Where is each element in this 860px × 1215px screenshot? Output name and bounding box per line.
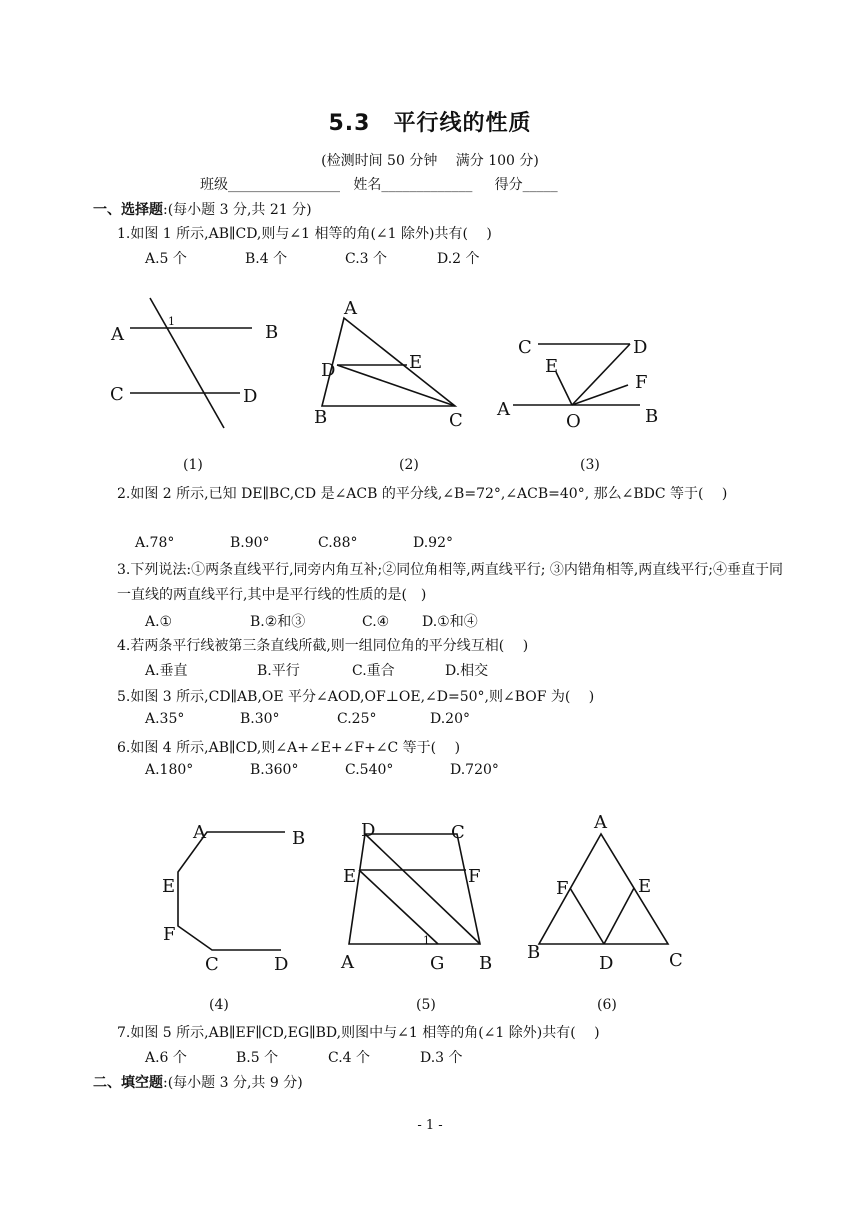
label-c: C bbox=[669, 950, 683, 971]
segment-db bbox=[365, 834, 480, 944]
label-e: E bbox=[162, 876, 176, 897]
question-6: 6.如图 4 所示,AB∥CD,则∠A+∠E+∠F+∠C 等于( ) bbox=[117, 740, 461, 756]
question-4: 4.若两条平行线被第三条直线所截,则一组同位角的平分线互相( ) bbox=[117, 638, 529, 654]
option: C.④ bbox=[362, 614, 390, 630]
question-3: 3.下列说法:①两条直线平行,同旁内角互补;②同位角相等,两直线平行; ③内错角相等,两直线平行;④垂直于同一直线的两直线平行,其中是平行线的性质的是( ) bbox=[117, 562, 784, 603]
label-d: D bbox=[361, 820, 376, 841]
page-title: 5.3 平行线的性质 bbox=[328, 111, 532, 136]
label-f: F bbox=[556, 878, 569, 899]
segment-oe bbox=[556, 372, 572, 405]
label-c: C bbox=[518, 337, 532, 358]
figure-5 bbox=[340, 820, 492, 974]
label-c: C bbox=[205, 954, 219, 975]
question-1-options bbox=[145, 248, 480, 268]
question-1: 1.如图 1 所示,AB∥CD,则与∠1 相等的角(∠1 除外)共有( ) bbox=[117, 226, 492, 242]
option: C.88° bbox=[318, 535, 358, 551]
angle-label-1: 1 bbox=[168, 315, 175, 328]
label-a: A bbox=[193, 822, 206, 843]
option: D.720° bbox=[450, 762, 499, 778]
name-label: 姓名 bbox=[353, 177, 382, 193]
segment-od bbox=[572, 344, 630, 405]
section-heading-choice bbox=[93, 199, 312, 219]
option: D.2 个 bbox=[437, 251, 480, 267]
score-blank: _____ bbox=[522, 177, 558, 193]
segment-dc bbox=[337, 365, 455, 406]
label-f: F bbox=[635, 372, 648, 393]
class-blank: ________________ bbox=[228, 177, 340, 193]
page-number: - 1 - bbox=[417, 1118, 443, 1133]
option: D.相交 bbox=[445, 663, 489, 679]
figure-6 bbox=[527, 812, 683, 974]
figure-6-caption: (6) bbox=[597, 997, 617, 1013]
question-3-options bbox=[145, 611, 478, 631]
option: D.3 个 bbox=[420, 1050, 463, 1066]
label-b: B bbox=[645, 406, 659, 427]
name-blank: _____________ bbox=[381, 177, 473, 193]
label-b: B bbox=[265, 322, 279, 343]
label-f: F bbox=[468, 866, 481, 887]
option: C.重合 bbox=[352, 663, 395, 679]
section-heading-fill bbox=[93, 1072, 303, 1092]
option: A.78° bbox=[135, 535, 175, 551]
option: A.180° bbox=[145, 762, 194, 778]
figure-3-caption: (3) bbox=[580, 457, 600, 473]
section-note: :(每小题 3 分,共 21 分) bbox=[163, 202, 312, 218]
segment-ed bbox=[604, 888, 634, 944]
figure-1 bbox=[110, 298, 278, 428]
option: C.25° bbox=[337, 711, 377, 727]
label-e: E bbox=[343, 866, 357, 887]
figure-3 bbox=[496, 337, 658, 432]
segment-eg bbox=[359, 870, 438, 944]
class-label: 班级 bbox=[200, 177, 228, 193]
label-d: D bbox=[274, 954, 289, 975]
figure-4 bbox=[162, 822, 305, 975]
figure-5-caption: (5) bbox=[416, 997, 436, 1013]
figure-2-caption: (2) bbox=[399, 457, 419, 473]
label-b: B bbox=[479, 953, 493, 974]
question-2-options bbox=[135, 535, 453, 551]
figures-row-1 bbox=[0, 290, 860, 440]
option: B.90° bbox=[230, 535, 270, 551]
option: B.5 个 bbox=[236, 1050, 279, 1066]
question-5: 5.如图 3 所示,CD∥AB,OE 平分∠AOD,OF⊥OE,∠D=50°,则∠BOF 为( ) bbox=[117, 689, 595, 705]
label-a: A bbox=[111, 324, 124, 345]
section-title: 二、填空题 bbox=[93, 1075, 163, 1091]
option: D.92° bbox=[413, 535, 453, 551]
option: B.30° bbox=[240, 711, 280, 727]
option: B.平行 bbox=[257, 663, 300, 679]
question-5-options bbox=[145, 711, 470, 727]
label-c: C bbox=[451, 822, 465, 843]
label-b: B bbox=[292, 828, 306, 849]
option: A.垂直 bbox=[145, 663, 188, 679]
option: C.4 个 bbox=[328, 1050, 371, 1066]
label-e: E bbox=[638, 876, 652, 897]
question-7: 7.如图 5 所示,AB∥EF∥CD,EG∥BD,则图中与∠1 相等的角(∠1 除外)共有( ) bbox=[117, 1025, 600, 1041]
label-o: O bbox=[566, 411, 581, 432]
label-b: B bbox=[314, 407, 328, 428]
figures-row-2 bbox=[0, 808, 860, 978]
option: C.540° bbox=[345, 762, 394, 778]
label-c: C bbox=[110, 384, 124, 405]
segment-of bbox=[572, 385, 628, 405]
triangle-abc bbox=[322, 318, 455, 406]
score-label: 得分 bbox=[494, 177, 523, 193]
option: A.5 个 bbox=[145, 251, 187, 267]
figure-1-caption: (1) bbox=[183, 457, 203, 473]
label-a: A bbox=[594, 812, 607, 833]
page-subtitle: (检测时间 50 分钟 满分 100 分) bbox=[321, 153, 539, 169]
question-6-options bbox=[145, 762, 499, 778]
label-e: E bbox=[545, 356, 559, 377]
label-a: A bbox=[341, 952, 354, 973]
option: A.35° bbox=[145, 711, 185, 727]
label-e: E bbox=[409, 352, 423, 373]
label-d: D bbox=[243, 386, 258, 407]
option: B.②和③ bbox=[250, 614, 306, 630]
option: C.3 个 bbox=[345, 251, 388, 267]
label-d: D bbox=[599, 953, 614, 974]
student-info-line bbox=[200, 174, 558, 194]
option: D.①和④ bbox=[422, 614, 478, 630]
section-title: 一、选择题 bbox=[93, 202, 163, 218]
option: B.360° bbox=[250, 762, 299, 778]
label-b: B bbox=[527, 942, 541, 963]
label-g: G bbox=[430, 953, 445, 974]
option: A.① bbox=[145, 614, 173, 630]
trapezoid-dcba bbox=[349, 834, 480, 944]
label-a: A bbox=[497, 399, 510, 420]
transversal bbox=[150, 298, 224, 428]
label-d: D bbox=[633, 337, 648, 358]
option: B.4 个 bbox=[245, 251, 288, 267]
label-c: C bbox=[449, 410, 463, 431]
polyline-abefcd bbox=[178, 832, 285, 950]
question-2: 2.如图 2 所示,已知 DE∥BC,CD 是∠ACB 的平分线,∠B=72°,∠ACB=40°, 那么∠BDC 等于( ) bbox=[117, 486, 728, 502]
segment-fd bbox=[570, 888, 604, 944]
label-f: F bbox=[163, 924, 176, 945]
option: D.20° bbox=[430, 711, 470, 727]
question-4-options bbox=[145, 660, 488, 680]
figure-2 bbox=[314, 298, 463, 431]
angle-label-1: 1 bbox=[423, 934, 430, 947]
label-d: D bbox=[321, 360, 336, 381]
question-7-options bbox=[145, 1047, 463, 1067]
option: A.6 个 bbox=[145, 1050, 187, 1066]
figure-4-caption: (4) bbox=[209, 997, 229, 1013]
label-a: A bbox=[344, 298, 357, 319]
section-note: :(每小题 3 分,共 9 分) bbox=[163, 1075, 303, 1091]
